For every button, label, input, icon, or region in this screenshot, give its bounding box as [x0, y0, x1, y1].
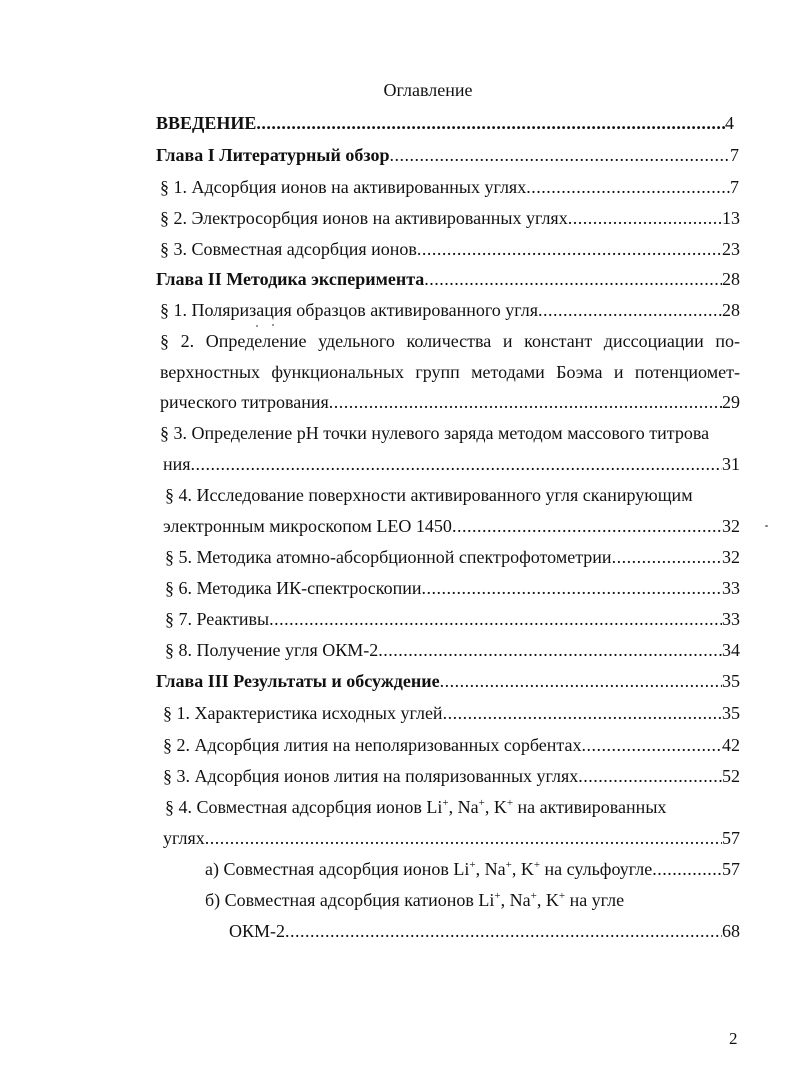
toc-entry-2-4-line-1[interactable]: § 4. Исследование поверхности активированного угля сканирующим: [165, 485, 693, 505]
toc-word: групп: [415, 362, 460, 382]
toc-entry-3-4-a[interactable]: [205, 857, 740, 881]
toc-entry-2-3-line-1[interactable]: § 3. Определение pH точки нулевого заряда методом массового титрова: [160, 423, 710, 443]
superscript-plus: +: [530, 890, 537, 902]
toc-entry-page: 57: [722, 828, 740, 848]
toc-entry-label: ния: [163, 454, 191, 474]
toc-entry-page: 32: [722, 547, 740, 567]
toc-entry-page: 35: [722, 671, 740, 691]
toc-word: удельного: [318, 331, 395, 351]
leader-dots: [652, 857, 722, 881]
toc-entry-page: 7: [730, 145, 739, 165]
scan-speck: [272, 324, 274, 326]
toc-entry-label: [205, 857, 652, 881]
toc-word: и: [613, 362, 624, 382]
toc-entry-page: 4: [725, 113, 734, 133]
toc-entry-chapter-1[interactable]: [156, 143, 739, 167]
toc-entry-3-4-line-1[interactable]: [165, 795, 666, 819]
toc-entry-page: 35: [722, 703, 740, 723]
leader-dots: [568, 206, 722, 230]
toc-entry-1-1[interactable]: [160, 175, 739, 199]
toc-entry-label: § 1. Адсорбция ионов на активированных углях: [160, 177, 527, 197]
toc-entry-3-4-line-2[interactable]: [163, 826, 740, 850]
leader-dots: [378, 638, 722, 662]
toc-entry-label: § 1. Поляризация образцов активированного угля: [160, 300, 538, 320]
toc-entry-page: 57: [722, 859, 740, 879]
toc-entry-page: 23: [722, 239, 740, 259]
toc-entry-label: Глава III Результаты и обсуждение: [156, 671, 440, 691]
toc-entry-label: § 8. Получение угля ОКМ-2: [165, 640, 379, 660]
toc-entry-page: 68: [722, 921, 740, 941]
toc-text: , K: [511, 859, 534, 879]
superscript-plus: +: [506, 797, 514, 809]
toc-text: , K: [484, 797, 507, 817]
toc-entry-chapter-2[interactable]: [156, 267, 740, 291]
page-number: 2: [729, 1029, 738, 1048]
toc-entry-introduction[interactable]: [156, 111, 734, 135]
leader-dots: [389, 143, 730, 167]
toc-entry-page: 7: [730, 177, 739, 197]
toc-entry-label: § 1. Характеристика исходных углей: [163, 703, 443, 723]
leader-dots: [256, 111, 725, 135]
toc-entry-1-3[interactable]: [160, 237, 740, 261]
toc-entry-3-4-b-line-2[interactable]: [229, 919, 740, 943]
leader-dots: [329, 390, 722, 414]
toc-word: верхностных: [160, 362, 261, 382]
toc-entry-page: 34: [722, 640, 740, 660]
toc-entry-1-2[interactable]: [160, 206, 740, 230]
toc-entry-2-3-line-2[interactable]: [163, 452, 740, 476]
superscript-plus: +: [558, 890, 566, 902]
toc-entry-label: § 7. Реактивы: [165, 609, 270, 629]
toc-entry-label: рического титрования: [160, 392, 329, 412]
toc-entry-chapter-3[interactable]: [156, 669, 740, 693]
toc-word: Боэма: [556, 362, 603, 382]
page-title: Оглавление: [383, 80, 473, 100]
superscript-plus: +: [505, 859, 512, 871]
leader-dots: [452, 514, 722, 538]
leader-dots: [440, 669, 722, 693]
toc-text: а) Совместная адсорбция ионов Li: [205, 859, 470, 879]
toc-word: §: [160, 331, 169, 351]
leader-dots: [538, 298, 722, 322]
toc-text: , K: [536, 890, 559, 910]
toc-word: Определение: [205, 331, 307, 351]
leader-dots: [191, 452, 722, 476]
toc-word: количества: [406, 331, 492, 351]
toc-entry-label: Глава II Методика эксперимента: [156, 269, 425, 289]
toc-entry-page: 28: [722, 269, 740, 289]
leader-dots: [443, 701, 722, 725]
leader-dots: [417, 237, 722, 261]
toc-text: , Na: [500, 890, 531, 910]
toc-entry-label: Глава I Литературный обзор: [156, 145, 390, 165]
toc-entry-3-3[interactable]: [163, 764, 740, 788]
toc-entry-label: § 3. Совместная адсорбция ионов: [160, 239, 417, 259]
toc-entry-2-2-line-2[interactable]: [160, 360, 740, 384]
toc-word: констант: [524, 331, 593, 351]
toc-entry-label: ОКМ-2: [229, 921, 286, 941]
toc-word: функциональных: [271, 362, 404, 382]
toc-entry-label: § 3. Адсорбция ионов лития на поляризованных углях: [163, 766, 579, 786]
toc-text: на угле: [565, 890, 625, 910]
leader-dots: [205, 826, 722, 850]
toc-entry-label: § 5. Методика атомно-абсорбционной спектрофотометрии: [165, 547, 612, 567]
toc-word: по-: [715, 331, 740, 351]
leader-dots: [578, 764, 722, 788]
leader-dots: [424, 267, 722, 291]
toc-text: на активированных: [513, 797, 667, 817]
toc-word: потенциомет-: [634, 362, 740, 382]
superscript-plus: +: [442, 797, 449, 809]
scan-speck: [765, 525, 768, 527]
toc-text: на сульфоугле: [540, 859, 653, 879]
toc-entry-label: ВВЕДЕНИЕ: [156, 113, 257, 133]
toc-word: 2.: [180, 331, 195, 351]
toc-text: б) Совместная адсорбция катионов Li: [205, 890, 495, 910]
toc-entry-page: 52: [722, 766, 740, 786]
toc-entry-page: 33: [722, 609, 740, 629]
toc-text: , Na: [475, 859, 506, 879]
leader-dots: [285, 919, 722, 943]
toc-entry-label: § 2. Адсорбция лития на неполяризованных сорбентах: [163, 735, 582, 755]
toc-text: , Na: [448, 797, 479, 817]
toc-entry-page: 28: [722, 300, 740, 320]
toc-entry-page: 29: [722, 392, 740, 412]
toc-entry-2-6[interactable]: [165, 576, 740, 600]
toc-entry-2-5[interactable]: [165, 545, 740, 569]
superscript-plus: +: [494, 890, 501, 902]
toc-entry-page: 32: [722, 516, 740, 536]
toc-word: методами: [471, 362, 545, 382]
toc-entry-label: электронным микроскопом LEO 1450: [163, 516, 452, 536]
scan-speck: [256, 325, 258, 327]
toc-entry-3-2[interactable]: [163, 733, 740, 757]
superscript-plus: +: [478, 797, 485, 809]
leader-dots: [582, 733, 723, 757]
toc-entry-page: 42: [722, 735, 740, 755]
toc-word: и: [502, 331, 513, 351]
toc-entry-label: § 2. Электросорбция ионов на активированных углях: [160, 208, 568, 228]
toc-entry-2-2-line-3[interactable]: [160, 390, 740, 414]
toc-entry-3-1[interactable]: [163, 701, 740, 725]
superscript-plus: +: [469, 859, 476, 871]
leader-dots: [612, 545, 722, 569]
toc-entry-2-1[interactable]: [160, 298, 740, 322]
toc-entry-2-7[interactable]: [165, 607, 740, 631]
toc-entry-page: 31: [722, 454, 740, 474]
toc-entry-2-4-line-2[interactable]: [163, 514, 740, 538]
toc-word: диссоциации: [603, 331, 704, 351]
toc-entry-2-8[interactable]: [165, 638, 740, 662]
toc-entry-3-4-b-line-1[interactable]: [205, 888, 624, 912]
leader-dots: [269, 607, 722, 631]
toc-text: § 4. Совместная адсорбция ионов Li: [165, 797, 443, 817]
toc-entry-label: § 6. Методика ИК-спектроскопии: [165, 578, 422, 598]
toc-entry-page: 13: [722, 208, 740, 228]
superscript-plus: +: [533, 859, 541, 871]
leader-dots: [422, 576, 723, 600]
leader-dots: [526, 175, 730, 199]
toc-entry-label: углях: [163, 828, 205, 848]
toc-entry-2-2-line-1[interactable]: [160, 329, 740, 353]
toc-entry-page: 33: [722, 578, 740, 598]
